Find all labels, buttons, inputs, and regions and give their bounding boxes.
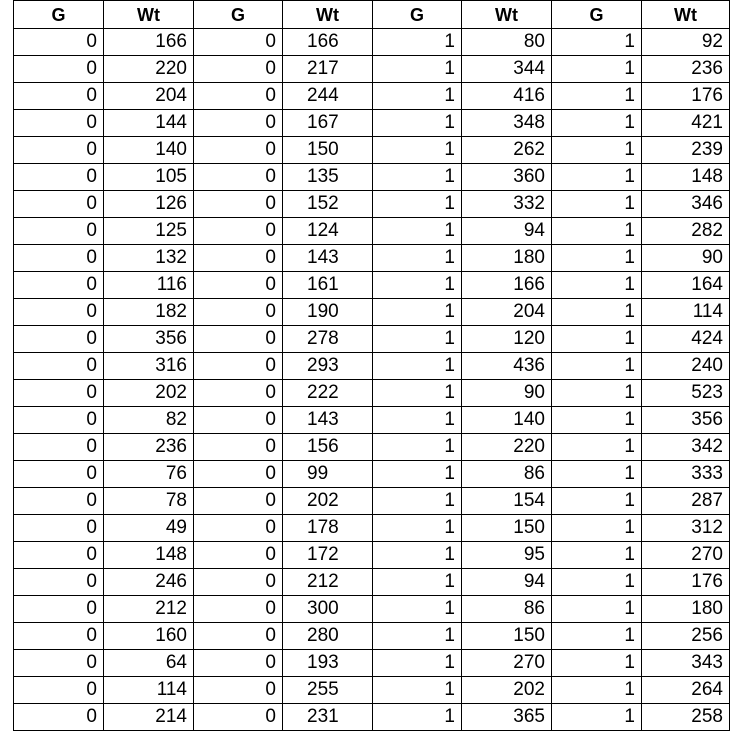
- table-row: [14, 29, 730, 56]
- wt-cell: 270: [462, 650, 552, 677]
- g-cell: 0: [14, 488, 104, 515]
- table-row: [14, 704, 730, 731]
- g-cell: 0: [194, 515, 283, 542]
- g-cell: 1: [552, 137, 642, 164]
- wt-cell: 256: [642, 623, 730, 650]
- wt-cell: 76: [104, 461, 194, 488]
- wt-cell: 90: [462, 380, 552, 407]
- g-cell: 0: [14, 542, 104, 569]
- g-cell: 1: [552, 596, 642, 623]
- g-cell: 0: [14, 29, 104, 56]
- wt-cell: 202: [462, 677, 552, 704]
- g-cell: 0: [194, 164, 283, 191]
- wt-cell: 94: [462, 569, 552, 596]
- wt-cell: 116: [104, 272, 194, 299]
- wt-cell: 143: [283, 407, 373, 434]
- wt-cell: 180: [642, 596, 730, 623]
- wt-cell: 120: [462, 326, 552, 353]
- wt-cell: 282: [642, 218, 730, 245]
- g-cell: 1: [373, 515, 462, 542]
- wt-cell: 312: [642, 515, 730, 542]
- g-cell: 1: [552, 704, 642, 731]
- wt-cell: 212: [104, 596, 194, 623]
- g-cell: 1: [552, 83, 642, 110]
- g-cell: 0: [194, 272, 283, 299]
- wt-cell: 64: [104, 650, 194, 677]
- wt-cell: 148: [642, 164, 730, 191]
- g-cell: 0: [194, 326, 283, 353]
- g-cell: 0: [14, 461, 104, 488]
- g-cell: 1: [373, 488, 462, 515]
- table-row: [14, 83, 730, 110]
- header-g-3: G: [373, 1, 462, 29]
- g-cell: 1: [373, 83, 462, 110]
- g-cell: 1: [373, 218, 462, 245]
- wt-cell: 182: [104, 299, 194, 326]
- wt-cell: 126: [104, 191, 194, 218]
- g-cell: 1: [552, 299, 642, 326]
- g-cell: 0: [14, 218, 104, 245]
- wt-cell: 190: [283, 299, 373, 326]
- wt-cell: 436: [462, 353, 552, 380]
- wt-cell: 166: [462, 272, 552, 299]
- wt-cell: 424: [642, 326, 730, 353]
- g-cell: 1: [552, 29, 642, 56]
- wt-cell: 220: [462, 434, 552, 461]
- header-row: [14, 1, 730, 29]
- g-cell: 1: [373, 29, 462, 56]
- data-table-container: [13, 0, 730, 731]
- wt-cell: 343: [642, 650, 730, 677]
- g-cell: 1: [552, 110, 642, 137]
- table-row: [14, 164, 730, 191]
- g-cell: 1: [373, 245, 462, 272]
- wt-cell: 178: [283, 515, 373, 542]
- wt-cell: 90: [642, 245, 730, 272]
- table-row: [14, 407, 730, 434]
- g-cell: 0: [194, 380, 283, 407]
- wt-cell: 135: [283, 164, 373, 191]
- wt-cell: 164: [642, 272, 730, 299]
- g-cell: 1: [373, 407, 462, 434]
- wt-cell: 143: [283, 245, 373, 272]
- wt-cell: 105: [104, 164, 194, 191]
- table-row: [14, 137, 730, 164]
- g-cell: 1: [552, 380, 642, 407]
- g-cell: 1: [552, 569, 642, 596]
- wt-cell: 204: [104, 83, 194, 110]
- g-cell: 0: [14, 272, 104, 299]
- g-cell: 1: [373, 191, 462, 218]
- table-row: [14, 380, 730, 407]
- g-cell: 0: [194, 704, 283, 731]
- wt-cell: 239: [642, 137, 730, 164]
- wt-cell: 421: [642, 110, 730, 137]
- table-row: [14, 56, 730, 83]
- wt-cell: 78: [104, 488, 194, 515]
- wt-cell: 150: [283, 137, 373, 164]
- wt-cell: 172: [283, 542, 373, 569]
- g-cell: 1: [552, 488, 642, 515]
- g-cell: 0: [14, 434, 104, 461]
- g-cell: 1: [373, 137, 462, 164]
- g-cell: 1: [373, 704, 462, 731]
- wt-cell: 244: [283, 83, 373, 110]
- wt-cell: 280: [283, 623, 373, 650]
- table-row: [14, 515, 730, 542]
- g-cell: 1: [552, 407, 642, 434]
- g-cell: 1: [373, 380, 462, 407]
- wt-cell: 255: [283, 677, 373, 704]
- table-row: [14, 353, 730, 380]
- g-cell: 0: [14, 56, 104, 83]
- wt-cell: 240: [642, 353, 730, 380]
- g-cell: 0: [194, 596, 283, 623]
- wt-cell: 236: [104, 434, 194, 461]
- wt-cell: 99: [283, 461, 373, 488]
- wt-cell: 236: [642, 56, 730, 83]
- table-row: [14, 488, 730, 515]
- g-cell: 0: [194, 56, 283, 83]
- table-row: [14, 596, 730, 623]
- g-cell: 1: [373, 569, 462, 596]
- table-row: [14, 542, 730, 569]
- wt-cell: 125: [104, 218, 194, 245]
- g-cell: 0: [14, 569, 104, 596]
- g-cell: 0: [194, 29, 283, 56]
- g-cell: 0: [14, 704, 104, 731]
- wt-cell: 166: [104, 29, 194, 56]
- g-cell: 1: [552, 461, 642, 488]
- g-cell: 0: [14, 677, 104, 704]
- g-cell: 0: [14, 650, 104, 677]
- g-cell: 1: [552, 677, 642, 704]
- wt-cell: 150: [462, 623, 552, 650]
- header-g-2: G: [194, 1, 283, 29]
- g-cell: 0: [14, 623, 104, 650]
- wt-cell: 523: [642, 380, 730, 407]
- g-cell: 1: [552, 56, 642, 83]
- wt-cell: 161: [283, 272, 373, 299]
- header-g-1: G: [14, 1, 104, 29]
- g-cell: 1: [373, 542, 462, 569]
- wt-cell: 160: [104, 623, 194, 650]
- wt-cell: 80: [462, 29, 552, 56]
- table-header: [14, 1, 730, 29]
- wt-cell: 132: [104, 245, 194, 272]
- wt-cell: 202: [104, 380, 194, 407]
- g-cell: 0: [194, 83, 283, 110]
- g-cell: 1: [552, 326, 642, 353]
- g-cell: 1: [552, 515, 642, 542]
- g-cell: 0: [14, 137, 104, 164]
- wt-cell: 293: [283, 353, 373, 380]
- g-cell: 0: [194, 488, 283, 515]
- g-cell: 0: [194, 542, 283, 569]
- wt-cell: 148: [104, 542, 194, 569]
- g-cell: 0: [194, 461, 283, 488]
- g-cell: 0: [194, 434, 283, 461]
- wt-cell: 360: [462, 164, 552, 191]
- g-cell: 0: [194, 353, 283, 380]
- wt-cell: 94: [462, 218, 552, 245]
- table-row: [14, 299, 730, 326]
- g-cell: 1: [373, 650, 462, 677]
- wt-cell: 332: [462, 191, 552, 218]
- wt-cell: 333: [642, 461, 730, 488]
- g-cell: 1: [373, 56, 462, 83]
- table-row: [14, 434, 730, 461]
- header-g-4: G: [552, 1, 642, 29]
- wt-cell: 86: [462, 461, 552, 488]
- g-cell: 1: [373, 434, 462, 461]
- wt-cell: 156: [283, 434, 373, 461]
- wt-cell: 95: [462, 542, 552, 569]
- g-cell: 1: [552, 164, 642, 191]
- wt-cell: 220: [104, 56, 194, 83]
- table-row: [14, 623, 730, 650]
- g-cell: 0: [194, 110, 283, 137]
- g-cell: 0: [14, 515, 104, 542]
- wt-cell: 262: [462, 137, 552, 164]
- g-cell: 1: [373, 461, 462, 488]
- wt-cell: 202: [283, 488, 373, 515]
- wt-cell: 342: [642, 434, 730, 461]
- wt-cell: 180: [462, 245, 552, 272]
- g-cell: 1: [552, 191, 642, 218]
- g-cell: 0: [14, 299, 104, 326]
- wt-cell: 167: [283, 110, 373, 137]
- g-cell: 1: [552, 218, 642, 245]
- table-row: [14, 191, 730, 218]
- g-cell: 0: [14, 191, 104, 218]
- header-wt-3: Wt: [462, 1, 552, 29]
- wt-cell: 152: [283, 191, 373, 218]
- wt-cell: 204: [462, 299, 552, 326]
- wt-cell: 124: [283, 218, 373, 245]
- wt-cell: 356: [104, 326, 194, 353]
- g-cell: 0: [14, 83, 104, 110]
- wt-cell: 214: [104, 704, 194, 731]
- g-cell: 1: [552, 542, 642, 569]
- table-row: [14, 569, 730, 596]
- g-cell: 0: [14, 353, 104, 380]
- g-cell: 1: [373, 110, 462, 137]
- g-cell: 0: [14, 407, 104, 434]
- g-cell: 0: [194, 299, 283, 326]
- header-wt-4: Wt: [642, 1, 730, 29]
- table-row: [14, 461, 730, 488]
- g-cell: 0: [194, 218, 283, 245]
- header-wt-2: Wt: [283, 1, 373, 29]
- wt-cell: 264: [642, 677, 730, 704]
- table-row: [14, 272, 730, 299]
- wt-cell: 144: [104, 110, 194, 137]
- g-cell: 1: [373, 677, 462, 704]
- g-cell: 1: [552, 623, 642, 650]
- g-cell: 1: [373, 596, 462, 623]
- table-row: [14, 245, 730, 272]
- wt-cell: 348: [462, 110, 552, 137]
- wt-cell: 140: [462, 407, 552, 434]
- g-cell: 0: [194, 137, 283, 164]
- wt-cell: 365: [462, 704, 552, 731]
- wt-cell: 86: [462, 596, 552, 623]
- table-row: [14, 110, 730, 137]
- table-row: [14, 218, 730, 245]
- wt-cell: 246: [104, 569, 194, 596]
- g-cell: 1: [552, 245, 642, 272]
- wt-cell: 49: [104, 515, 194, 542]
- g-cell: 0: [14, 596, 104, 623]
- wt-cell: 217: [283, 56, 373, 83]
- g-cell: 0: [194, 623, 283, 650]
- g-cell: 0: [194, 407, 283, 434]
- wt-cell: 416: [462, 83, 552, 110]
- wt-cell: 82: [104, 407, 194, 434]
- g-cell: 1: [373, 299, 462, 326]
- g-cell: 1: [552, 650, 642, 677]
- data-table: [13, 0, 730, 731]
- table-row: [14, 326, 730, 353]
- g-cell: 1: [373, 164, 462, 191]
- wt-cell: 166: [283, 29, 373, 56]
- wt-cell: 300: [283, 596, 373, 623]
- wt-cell: 258: [642, 704, 730, 731]
- table-body: [14, 29, 730, 731]
- g-cell: 0: [14, 326, 104, 353]
- wt-cell: 212: [283, 569, 373, 596]
- g-cell: 0: [14, 110, 104, 137]
- g-cell: 1: [373, 353, 462, 380]
- g-cell: 0: [14, 380, 104, 407]
- header-wt-1: Wt: [104, 1, 194, 29]
- wt-cell: 316: [104, 353, 194, 380]
- wt-cell: 270: [642, 542, 730, 569]
- g-cell: 0: [14, 245, 104, 272]
- g-cell: 1: [552, 434, 642, 461]
- g-cell: 0: [194, 677, 283, 704]
- wt-cell: 287: [642, 488, 730, 515]
- wt-cell: 346: [642, 191, 730, 218]
- wt-cell: 176: [642, 569, 730, 596]
- table-row: [14, 677, 730, 704]
- wt-cell: 140: [104, 137, 194, 164]
- wt-cell: 154: [462, 488, 552, 515]
- g-cell: 0: [194, 245, 283, 272]
- wt-cell: 92: [642, 29, 730, 56]
- wt-cell: 114: [642, 299, 730, 326]
- wt-cell: 278: [283, 326, 373, 353]
- wt-cell: 222: [283, 380, 373, 407]
- g-cell: 1: [373, 272, 462, 299]
- g-cell: 0: [194, 650, 283, 677]
- table-row: [14, 650, 730, 677]
- g-cell: 1: [552, 272, 642, 299]
- wt-cell: 231: [283, 704, 373, 731]
- g-cell: 0: [194, 191, 283, 218]
- wt-cell: 114: [104, 677, 194, 704]
- wt-cell: 193: [283, 650, 373, 677]
- g-cell: 0: [14, 164, 104, 191]
- wt-cell: 344: [462, 56, 552, 83]
- wt-cell: 150: [462, 515, 552, 542]
- wt-cell: 176: [642, 83, 730, 110]
- g-cell: 1: [373, 623, 462, 650]
- g-cell: 1: [373, 326, 462, 353]
- wt-cell: 356: [642, 407, 730, 434]
- g-cell: 1: [552, 353, 642, 380]
- g-cell: 0: [194, 569, 283, 596]
